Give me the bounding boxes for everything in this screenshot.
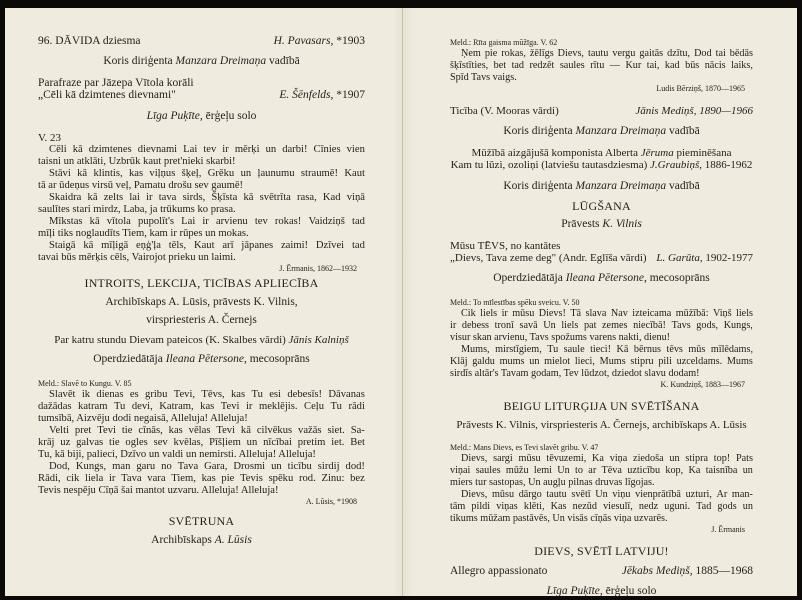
hymn-line: Spīd Tavs vaigs. (450, 72, 517, 83)
section-heading-lugsana: LŪGŠANA (572, 199, 631, 213)
song-line: „Dievs, Tava zeme deg" (Andr. Eglīša vārdi) L. Garūta, 1902-1977 (450, 252, 753, 264)
hymn-v85 (38, 379, 365, 507)
item-composer: Jēkabs Mediņš, 1885—1968 (621, 565, 753, 577)
item-title: 96. DĀVIDA dziesma (38, 35, 141, 47)
hymn-line: visur skan arvienu, Tavs spožums varens nakti, dienu! (450, 332, 671, 343)
organ-solo: Līga Puķīte, ērģeļu solo (146, 110, 257, 122)
organ-solo: Līga Puķīte, ērģeļu solo (546, 585, 657, 597)
hymn-line: Rādi, cik liela ir Tava vara Tiem, kas pie Tevis spēku rod. Zinu: bez (38, 473, 365, 484)
hymn-line: miers tur sastopas, Un augļu pilnas druvas līgojas. (450, 477, 655, 488)
hymn-line: Mums, mirstīgiem, Tu saule tieci! Kā bērnus tēvs mūs mīlēdams, (461, 344, 753, 355)
hymn-line: krāj uz galvas tie ogles sev kvēlas, Pīšļiem un nīcībai pretim iet. Bet (38, 437, 365, 448)
hymn-ref: V. 23 (38, 132, 62, 144)
hymn-v47 (450, 443, 753, 535)
item-ticiba: Ticība (V. Mooras vārdi) Jānis Mediņš, 1890—1966 (450, 105, 753, 117)
clergy-line: Prāvests K. Vilnis (561, 218, 642, 230)
item-96 (38, 35, 365, 47)
hymn-author: Ludis Bērziņš, 1870—1965 (656, 84, 745, 93)
hymn-line: viņai saules mūžu lemi Un to ar Tēva uzticību kop, Ka taisnība un (450, 465, 753, 476)
hymn-line: taisni un atklāti, Uzbrūk kaut pret'nieki skarbi! (38, 156, 236, 167)
item-composer: E. Šēnfelds, *1907 (279, 89, 365, 101)
section-heading-anthem: DIEVS, SVĒTĪ LATVIJU! (534, 544, 669, 558)
hymn-line: mīļi tiks noglaudīts Tiem, kam ir rūpes un mokas. (38, 228, 249, 239)
melody-ref: Meld.: Slavē to Kungu. V. 85 (38, 379, 132, 388)
hymn-line: Dievs, mūsu dārgo tautu svētī Un viņu vienprātībā uzturi, Ar man- (461, 489, 753, 500)
hymn-v62 (450, 38, 753, 94)
hymn-line: Tevis nespēju Cīņā šai mantot uzvaru. Alleluja! Alleluja! (38, 485, 279, 496)
choir-conductor: Koris diriģenta Manzara Dreimaņa vadībā (503, 180, 700, 192)
hymn-line: Klāj galdu mums un mielot lieci, Mums stipru pili uzceldams. Mums (450, 356, 753, 367)
melody-ref: Meld.: To mīlestības spēku sveicu. V. 50 (450, 298, 580, 307)
hymn-line: Cēli kā dzimtenes dievnami Lai tev ir mērķi un darbi! Cīnies vien (49, 144, 365, 155)
item-composer: L. Garūta, 1902-1977 (656, 252, 753, 264)
hymn-v50 (450, 298, 753, 390)
page-fold (402, 8, 403, 596)
hymn-line: ir debess tronī savā Un liels pat zemes niecībā! Tavs gods, Kungs, (450, 320, 753, 331)
hymn-line: Stāvi kā klintis, kas viļņus šķeļ, Grēku un ļaunumu straumē! Kaut (49, 168, 365, 179)
section-heading-introits: INTROITS, LEKCIJA, TICĪBAS APLIECĪBA (84, 276, 319, 290)
hymn-line: Dod, Kungs, man garu no Tava Gara, Drosmi un ticību sirdij dod! (49, 461, 365, 472)
hymn-line: Tu, kā biji, palieci, Dzīvo un valdi un nemirsti. Alleluja! Alleluja! (38, 449, 316, 460)
memorial-line: Mūžībā aizgājušā komponista Alberta Jēruma pieminēšana (471, 147, 732, 159)
paraphrase-line2: „Cēli kā dzimtenes dievnami" E. Šēnfelds, *1907 (38, 89, 365, 101)
singer-line: Operdziedātāja Ileana Pētersone, mecosoprāns (493, 272, 710, 284)
choir-conductor: Koris diriģenta Manzara Dreimaņa vadībā (103, 55, 300, 67)
hymn-author: J. Ērmanis, 1862—1932 (279, 264, 357, 273)
clergy-line: Prāvests K. Vilnis, virspriesteris A. Černejs, archibīskaps A. Lūsis (456, 419, 747, 431)
anthem-line: Allegro appassionato Jēkabs Mediņš, 1885—1968 (450, 565, 753, 577)
singer-line: Operdziedātāja Ileana Pētersone, mecosoprāns (93, 353, 310, 365)
hymn-line: Staigā kā mīļigā eņģ'ļa tēls, Kaut arī jāpanes zaimi! Dzīvei tad (49, 240, 365, 251)
hymn-author: J. Ērmanis (711, 525, 745, 534)
hymn-line: tā ar ūdeņus virsū veļ, Pamatu drošu sev gaumē! (38, 180, 244, 191)
hymn-line: sirdīs altār's Tavam godam, Tev lūdzot, dziedot slavu dodam! (450, 368, 700, 379)
hymn-line: Slavēt ik dienas es gribu Tevi, Tēvs, kas Tu esi debesīs! Dāvanas (49, 389, 365, 400)
hymn-line: tavai būs mērķis cēls, Vairojot prieku un laimi. (38, 252, 236, 263)
hymn-author: A. Lūsis, *1908 (305, 497, 357, 506)
hymn-line: Skaidra kā zelts lai ir tava sirds, Šķīsta kā svētrīta rasa, Kad viņā (49, 192, 365, 203)
paraphrase-title: Parafraze par Jāzepa Vītola korāli (38, 77, 194, 89)
hymn-line: tikums mūžam pastāvēs, Un visās cīņās viņa uzvarēs. (450, 513, 668, 524)
section-heading-beigu: BEIGU LITURĢIJA UN SVĒTĪŠANA (503, 399, 700, 413)
melody-ref: Meld.: Rīta gaisma mūžīga. V. 62 (450, 38, 558, 47)
melody-ref: Meld.: Mans Dievs, es Tevi slavēt gribu. V. 47 (450, 443, 599, 452)
hymn-line: Velti pret Tevi tie cīnās, kas vēlas Tevi kā cilvēkus važās siet. Sa- (49, 425, 365, 436)
song-line: Kam tu lūzi, ozoliņi (latviešu tautasdziesma) J.Graubiņš, 1886-1962 (450, 159, 753, 171)
item-composer: Jānis Mediņš, 1890—1966 (635, 105, 753, 117)
hymn-v23 (38, 132, 365, 274)
gutter-shadow (392, 8, 414, 596)
clergy-line: Archibīskaps A. Lūsis, prāvests K. Vilnis, (105, 296, 298, 308)
song-line: Par katru stundu Dievam pateicos (K. Skalbes vārdi) Jānis Kalniņš (54, 334, 349, 346)
section-heading-svetruna: SVĒTRUNA (168, 514, 235, 528)
song-title: Mūsu TĒVS, no kantātes (450, 240, 561, 252)
hymn-line: Cik liels ir mūsu Dievs! Tā slava Nav izteicama mūžībā: Viņš liels (461, 308, 753, 319)
clergy-line: virspriesteris A. Černejs (146, 314, 257, 326)
hymn-line: dažādas katram Tu devi, Katram, kas Tevi ir meklējis. Ceļu Tu rādi (38, 401, 365, 412)
item-composer: H. Pavasars, *1903 (273, 35, 365, 47)
hymn-line: Dievs, sargi mūsu tēvuzemi, Ka viņa ziedoša un stipra top! Pats (461, 453, 753, 464)
hymn-line: Mīkstas kā vītola pupolīt's Lai ir arvienu tev rokas! Vaidziņš tad (49, 216, 365, 227)
hymn-line: tumsībā, Aizvēju dodi negaisā, Alleluja! Alleluja! (38, 413, 248, 424)
hymn-author: K. Kundziņš, 1883—1967 (660, 380, 745, 389)
choir-conductor: Koris diriģenta Manzara Dreimaņa vadībā (503, 125, 700, 137)
clergy-line: Archibīskaps A. Lūsis (151, 534, 252, 546)
hymn-line: saulītes stari mirdz, Laba, ja trūkums ko prasa. (38, 204, 236, 215)
hymn-line: Ņem pie rokas, žēlīgs Dievs, tautu vergu gaitās dzītu, Dod tai bēdās (461, 48, 753, 59)
hymn-line: tām pildi viņas klēti, Kas nezūd viesulī, nedz uguni. Tad gods un (450, 501, 753, 512)
hymn-line: šķīstīties, bet tad redzēt saules rītu — Kur tai, kad būs nācis laiks, (450, 60, 753, 71)
